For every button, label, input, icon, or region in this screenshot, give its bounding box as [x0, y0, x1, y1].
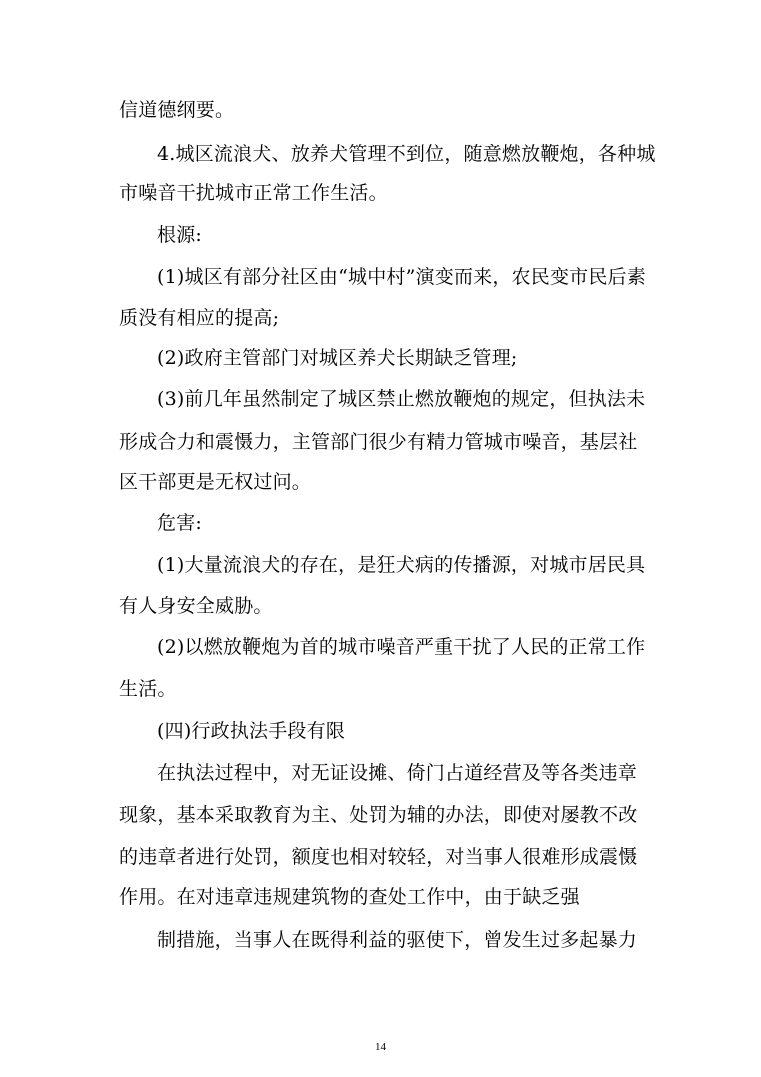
text-line: 信道德纲要。 [119, 99, 235, 121]
text-line: 制措施，当事人在既得利益的驱使下，曾发生过多起暴力 [157, 929, 638, 951]
text-line: 4.城区流浪犬、放养犬管理不到位，随意燃放鞭炮，各种城 [157, 143, 656, 165]
text-line: 形成合力和震慑力，主管部门很少有精力管城市噪音，基层社 [119, 431, 638, 453]
text-line: 质没有相应的提高; [119, 307, 280, 329]
text-line: 市噪音干扰城市正常工作生活。 [119, 182, 388, 204]
text-line: 的违章者进行处罚，额度也相对较轻，对当事人很难形成震慑 [119, 846, 638, 868]
text-line: (1)城区有部分社区由“城中村”演变而来，农民变市民后素 [157, 266, 646, 288]
text-line: 现象，基本采取教育为主、处罚为辅的办法，即使对屡教不改 [119, 804, 638, 826]
text-line: (2)政府主管部门对城区养犬长期缺乏管理; [157, 347, 518, 369]
text-line: 区干部更是无权过问。 [119, 471, 312, 493]
text-line: 有人身安全威胁。 [119, 595, 273, 617]
section-label: 危害: [157, 512, 203, 534]
text-line: 作用。在对违章违规建筑物的查处工作中，由于缺乏强 [119, 886, 580, 908]
page-number: 14 [375, 1041, 386, 1053]
text-line: (2)以燃放鞭炮为首的城市噪音严重干扰了人民的正常工作 [157, 636, 646, 658]
section-heading: (四)行政执法手段有限 [157, 720, 346, 742]
text-line: (1)大量流浪犬的存在，是狂犬病的传播源，对城市居民具 [157, 554, 646, 576]
section-label: 根源: [157, 224, 203, 246]
text-line: 在执法过程中，对无证设摊、倚门占道经营及等各类违章 [157, 762, 638, 784]
text-line: (3)前几年虽然制定了城区禁止燃放鞭炮的规定，但执法未 [157, 388, 646, 410]
text-line: 生活。 [119, 678, 177, 700]
